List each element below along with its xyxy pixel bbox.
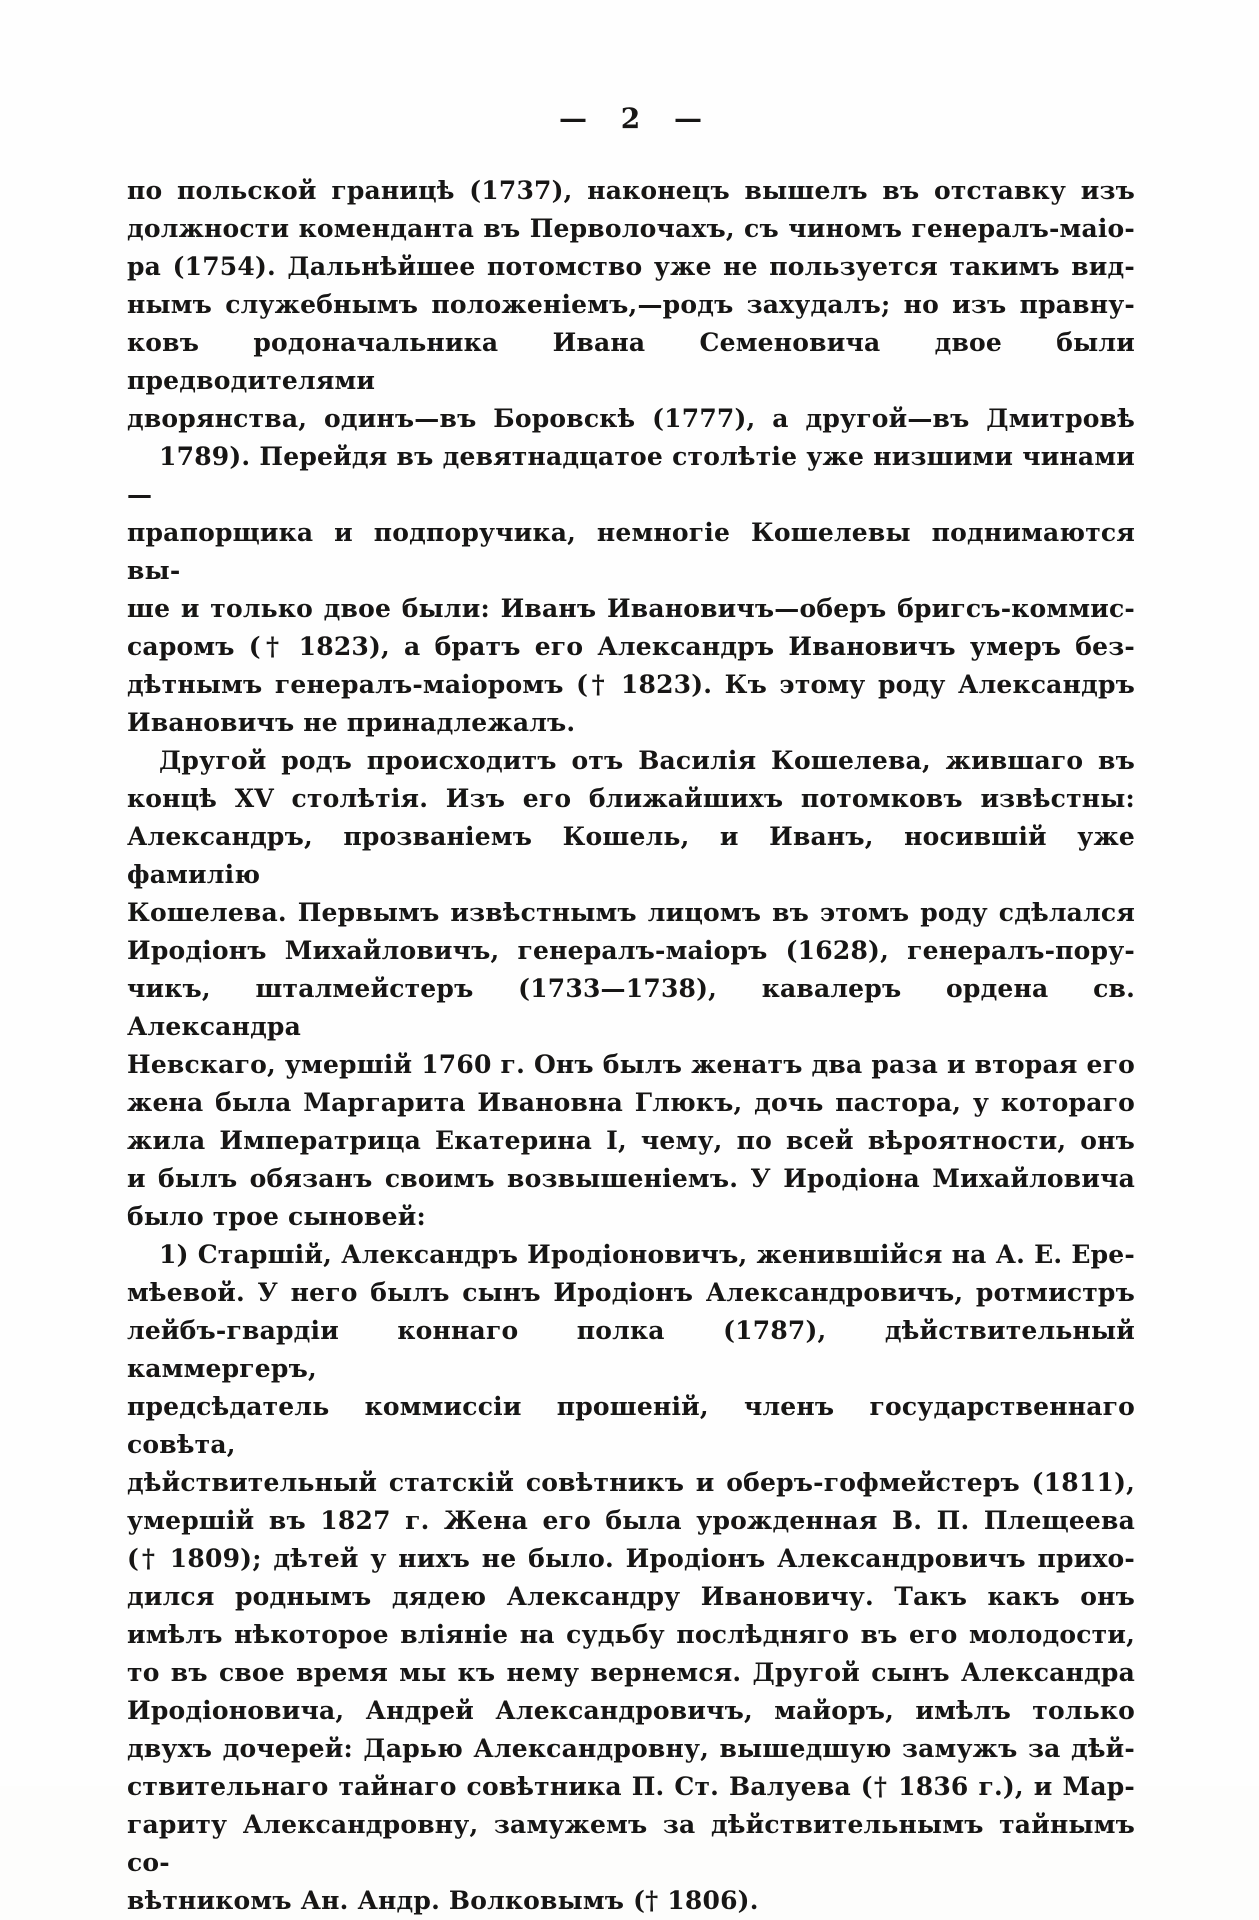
text-line: Кошелева. Первымъ извѣстнымъ лицомъ въ этомъ роду сдѣлался <box>127 898 1135 927</box>
text-line: ствительнаго тайнаго совѣтника П. Ст. Валуева († 1836 г.), и Мар- <box>127 1772 1135 1801</box>
paragraph <box>127 742 1135 1236</box>
text-line: Александръ, прозваніемъ Кошель, и Иванъ, носившій уже фамилію <box>127 822 1135 889</box>
text-line: лейбъ-гвардіи коннаго полка (1787), дѣйствительный каммергеръ, <box>127 1316 1135 1383</box>
text-line: Иродіонъ Михайловичъ, генералъ-маіоръ (1628), генералъ-пору- <box>127 936 1135 965</box>
text-line: Иродіоновича, Андрей Александровичъ, майоръ, имѣлъ только <box>127 1696 1135 1725</box>
text-line: мѣевой. У него былъ сынъ Иродіонъ Александровичъ, ротмистръ <box>127 1278 1135 1307</box>
text-line: жена была Маргарита Ивановна Глюкъ, дочь пастора, у котораго <box>127 1088 1135 1117</box>
text-line: прапорщика и подпоручика, немногіе Кошелевы поднимаются вы- <box>127 518 1135 585</box>
paragraph <box>127 1236 1135 1920</box>
text-line: ра (1754). Дальнѣйшее потомство уже не пользуется такимъ вид- <box>127 252 1135 281</box>
text-line: дился роднымъ дядею Александру Ивановичу. Такъ какъ онъ <box>127 1582 1135 1611</box>
paragraph <box>127 172 1135 742</box>
text-line: дѣйствительный статскій совѣтникъ и оберъ-гофмейстеръ (1811), <box>127 1468 1135 1497</box>
text-line: саромъ († 1823), а братъ его Александръ Ивановичъ умеръ без- <box>127 632 1135 661</box>
text-line: двухъ дочерей: Дарью Александровну, вышедшую замужъ за дѣй- <box>127 1734 1135 1763</box>
text-line: было трое сыновей: <box>127 1202 426 1231</box>
text-line: ше и только двое были: Иванъ Ивановичъ—оберъ бригсъ-коммис- <box>127 594 1135 623</box>
text-line: предсѣдатель коммиссіи прошеній, членъ государственнаго совѣта, <box>127 1392 1135 1459</box>
text-line: концѣ XV столѣтія. Изъ его ближайшихъ потомковъ извѣстны: <box>127 784 1135 813</box>
text-line: Ивановичъ не принадлежалъ. <box>127 708 576 737</box>
text-line: ковъ родоначальника Ивана Семеновича двое были предводителями <box>127 328 1135 395</box>
text-line: вѣтникомъ Ан. Андр. Волковымъ († 1806). <box>127 1886 759 1915</box>
text-line: умершій въ 1827 г. Жена его была урожденная В. П. Плещеева <box>127 1506 1135 1535</box>
text-line: († 1809); дѣтей у нихъ не было. Иродіонъ Александровичъ прихо- <box>127 1544 1135 1573</box>
text-line: нымъ служебнымъ положеніемъ,—родъ захудалъ; но изъ правну- <box>127 290 1135 319</box>
text-line: Невскаго, умершій 1760 г. Онъ былъ женатъ два раза и вторая его <box>127 1050 1135 1079</box>
text-line: 1) Старшій, Александръ Иродіоновичъ, женившійся на А. Е. Ере- <box>159 1240 1135 1269</box>
text-line: и былъ обязанъ своимъ возвышеніемъ. У Иродіона Михайловича <box>127 1164 1135 1193</box>
text-line: имѣлъ нѣкоторое вліяніе на судьбу послѣдняго въ его молодости, <box>127 1620 1135 1649</box>
text-block <box>127 172 1135 1920</box>
text-line: то въ свое время мы къ нему вернемся. Другой сынъ Александра <box>127 1658 1135 1687</box>
page-number-header: — 2 — <box>559 102 703 135</box>
text-line: гариту Александровну, замужемъ за дѣйствительнымъ тайнымъ со- <box>127 1810 1135 1877</box>
text-line: по польской границѣ (1737), наконецъ вышелъ въ отставку изъ <box>127 176 1135 205</box>
text-line: 1789). Перейдя въ девятнадцатое столѣтіе уже низшими чинами— <box>127 442 1135 509</box>
text-line: должности коменданта въ Перволочахъ, съ чиномъ генералъ-маіо- <box>127 214 1135 243</box>
text-line: жила Императрица Екатерина I, чему, по всей вѣроятности, онъ <box>127 1126 1135 1155</box>
text-line: дворянства, одинъ—въ Боровскѣ (1777), а другой—въ Дмитровѣ <box>127 404 1135 433</box>
text-line: чикъ, шталмейстеръ (1733—1738), кавалеръ ордена св. Александра <box>127 974 1135 1041</box>
text-line: Другой родъ происходитъ отъ Василія Кошелева, жившаго въ <box>159 746 1135 775</box>
text-line: дѣтнымъ генералъ-маіоромъ († 1823). Къ этому роду Александръ <box>127 670 1135 699</box>
